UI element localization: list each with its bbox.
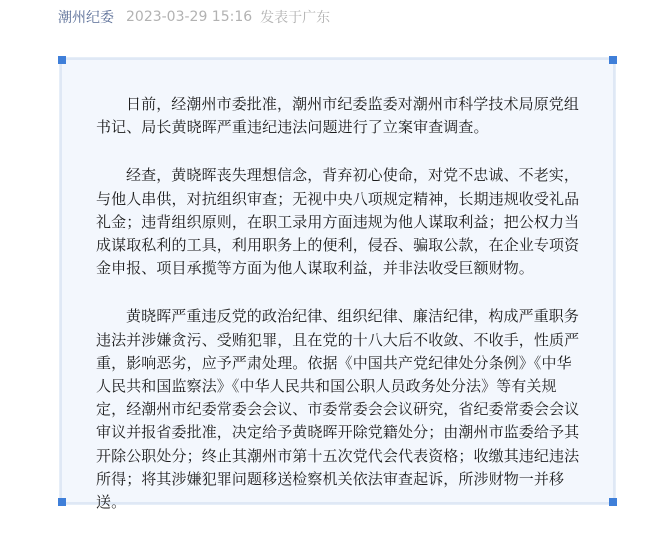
article-body <box>96 93 582 514</box>
corner-decoration <box>609 56 617 64</box>
author-link[interactable]: 潮州纪委 <box>58 10 114 26</box>
corner-decoration <box>609 498 617 506</box>
article-content-box <box>60 58 615 512</box>
publish-location: 发表于广东 <box>260 10 331 26</box>
article-meta-bar <box>58 6 330 28</box>
paragraph-2: 经查，黄晓晖丧失理想信念，背弃初心使命，对党不忠诚、不老实，与他人串供，对抗组织审查；无视中央八项规定精神，长期违规收受礼品礼金；违背组织原则，在职工录用方面违规为他人谋取利益；把公权力当成谋取私利的工具，利用职务上的便利，侵吞、骗取公款，在企业专项资金申报、项目承揽等方面为他人谋取利益，并非法收受巨额财物。 <box>96 166 580 278</box>
corner-decoration <box>58 56 66 64</box>
corner-decoration <box>58 498 66 506</box>
publish-time: 2023-03-29 15:16 <box>126 9 253 25</box>
paragraph-1: 日前，经潮州市委批准，潮州市纪委监委对潮州市科学技术局原党组书记、局长黄晓晖严重违纪违法问题进行了立案审查调查。 <box>96 95 580 137</box>
paragraph-3: 黄晓晖严重违反党的政治纪律、组织纪律、廉洁纪律，构成严重职务违法并涉嫌贪污、受贿犯罪，且在党的十八大后不收敛、不收手，性质严重，影响恶劣，应予严肃处理。依据《中国共产党纪律处分条例》《中华人民共和国监察法》《中华人民共和国公职人员政务处分法》等有关规定，经潮州市纪委常委会会议、市委常委会会议研究，省纪委常委会会议审议并报省委批准，决定给予黄晓晖开除党籍处分；由潮州市监委给予其开除公职处分；终止其潮州市第十五次党代会代表资格；收缴其违纪违法所得；将其涉嫌犯罪问题移送检察机关依法审查起诉，所涉财物一并移送。 <box>96 307 580 512</box>
